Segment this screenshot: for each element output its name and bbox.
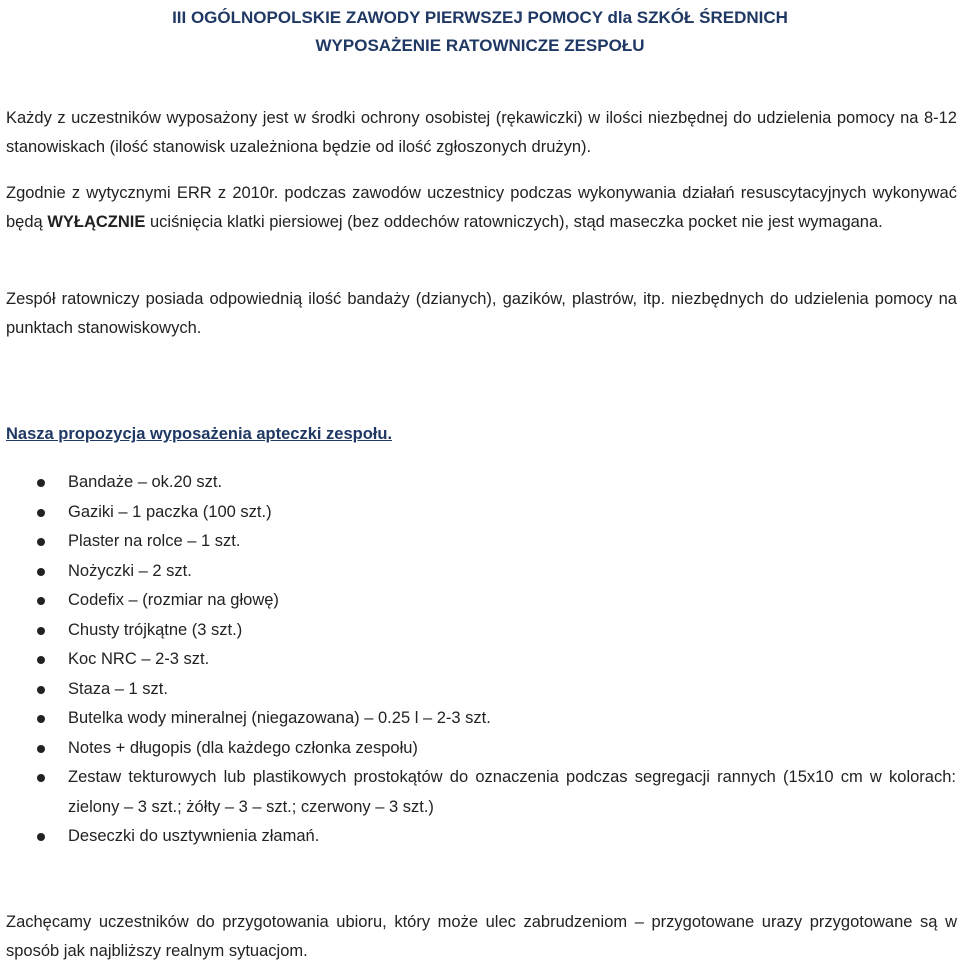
bullet-icon: [37, 715, 45, 723]
team-equipment-paragraph: Zespół ratowniczy posiada odpowiednią ilość bandaży (dzianych), gazików, plastrów, itp. niezbędnych do udzielenia pomocy na punktach stanowiskowych.: [6, 290, 957, 337]
proposal-heading: Nasza propozycja wyposażenia apteczki zespołu.: [6, 425, 393, 443]
bullet-icon: [37, 833, 45, 841]
bullet-icon: [37, 509, 45, 517]
guidelines-text-after: uciśnięcia klatki piersiowej (bez oddechów ratowniczych), stąd maseczka pocket nie jest wymagana.: [149, 213, 883, 231]
bullet-icon: [37, 479, 45, 487]
list-item: Codefix – (rozmiar na głowę): [0, 586, 958, 616]
bullet-icon: [37, 745, 45, 753]
bullet-icon: [37, 774, 45, 782]
guidelines-lead: Zgodnie z wytycznymi ERR z 2010r.: [6, 184, 279, 202]
list-item: Plaster na rolce – 1 szt.: [0, 527, 958, 557]
closing-paragraph: Zachęcamy uczestników do przygotowania ubioru, który może ulec zabrudzeniom – przygotowane urazy przygotowane są w sposób jak najbliższy realnym sytuacjom.: [6, 913, 957, 960]
equipment-list: [0, 468, 958, 852]
guidelines-paragraph: [6, 179, 957, 237]
list-item: Koc NRC – 2-3 szt.: [0, 645, 958, 675]
list-item: Nożyczki – 2 szt.: [0, 557, 958, 587]
header-title: III OGÓLNOPOLSKIE ZAWODY PIERWSZEJ POMOCY dla SZKÓŁ ŚREDNICH: [172, 8, 788, 27]
list-item: Staza – 1 szt.: [0, 675, 958, 705]
list-item: Gaziki – 1 paczka (100 szt.): [0, 498, 958, 528]
bullet-icon: [37, 686, 45, 694]
list-item: Notes + długopis (dla każdego członka zespołu): [0, 734, 958, 764]
document-header: [0, 4, 960, 60]
bullet-icon: [37, 568, 45, 576]
header-subtitle: WYPOSAŻENIE RATOWNICZE ZESPOŁU: [315, 36, 645, 55]
list-item: Bandaże – ok.20 szt.: [0, 468, 958, 498]
guidelines-emphasis: WYŁĄCZNIE: [47, 213, 146, 231]
guidelines-text-before: podczas zawodów uczestnicy podczas wykonywania działań resuscytacyjnych wykonywać będą: [6, 184, 957, 231]
intro-paragraph: Każdy z uczestników wyposażony jest w środki ochrony osobistej (rękawiczki) w ilości niezbędnej do udzielenia pomocy na 8-12 stanowiskach (ilość stanowisk uzależniona będzie od ilość zgłoszonych drużyn).: [6, 109, 957, 156]
bullet-icon: [37, 538, 45, 546]
list-item: Butelka wody mineralnej (niegazowana) – 0.25 l – 2-3 szt.: [0, 704, 958, 734]
bullet-icon: [37, 627, 45, 635]
bullet-icon: [37, 597, 45, 605]
bullet-icon: [37, 656, 45, 664]
list-item: Zestaw tekturowych lub plastikowych prostokątów do oznaczenia podczas segregacji rannych (15x10 cm w kolorach: zielony – 3 szt.; żółty – 3 – szt.; czerwony – 3 szt.): [0, 763, 958, 822]
list-item: Chusty trójkątne (3 szt.): [0, 616, 958, 646]
list-item: Deseczki do usztywnienia złamań.: [0, 822, 958, 852]
